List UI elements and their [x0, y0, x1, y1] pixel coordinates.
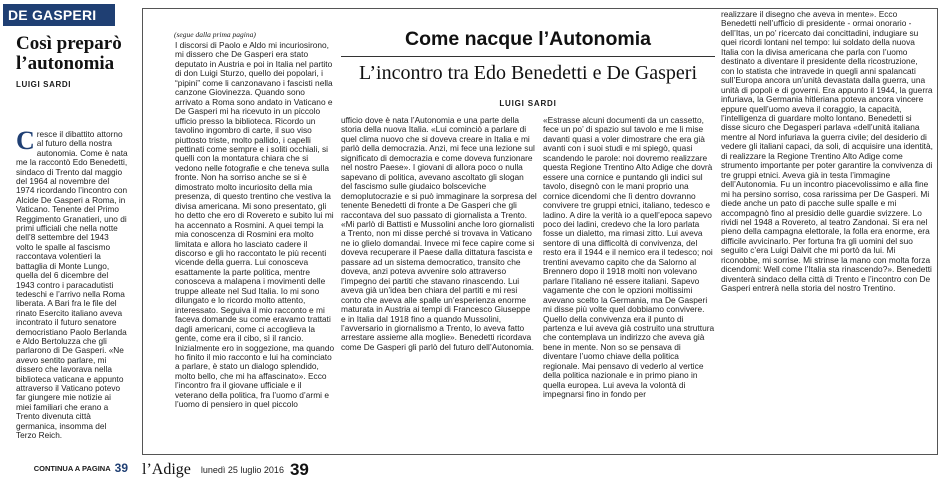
issue-date: lunedì 25 luglio 2016	[200, 465, 284, 475]
left-headline: Così preparò l’autonomia	[16, 33, 122, 74]
continue-page-number: 39	[114, 461, 128, 475]
masthead: l’Adige	[142, 461, 191, 478]
headline-rule	[341, 56, 715, 57]
article-column-3: «Estrasse alcuni documenti da un cassetto, fece un po’ di spazio sul tavolo e me li mise davanti quasi a voler dimostrare che era già avanti con i suoi studi e mi spiegò, quasi scandendo le parole: noi dovremo realizzare questa Regione Trentino Alto Adige che dovrà essere una cornice e puntando gli indici sul tavolo, disegnò con le mani proprio una cornice dicendomi che lì dentro dovranno convivere tre gruppi etnici, italiano, tedesco e ladino. A dire la verità io a quell’epoca sapevo poco dei ladini, credevo che la loro parlata fosse un dialetto, ma rimasi zitto. Lui aveva sentore di una difficoltà di convivenza, del resto era il 1944 e il nemico era il tedesco; noi trentini avevamo capito che da Salorno al Brennero dopo il 1918 molti non volevano parlare l’italiano né essere italiani. Sapevo vagamente che con le opzioni moltissimi avevano scelto la Germania, ma De Gasperi mi disse più volte quel dobbiamo convivere. Quello della convivenza era il punto di partenza e lui aveva già costruito una struttura che contemplava un indirizzo che aveva già bene in mente. Non so se pensava di diventare l’uomo chiave della politica regionale. Mai pensavo di vederlo al vertice della politica nazionale e in primo piano in quella europea. Lui aveva la volontà di impegnarsi fino in fondo per	[543, 116, 715, 400]
article-column-2: ufficio dove è nata l’Autonomia e una parte della storia della nuova Italia. «Lui cominciò a parlare di quel clima nuovo che si doveva creare in Italia e mi parlò della democrazia. Anzi, mi fece una lezione sul significato di democrazia e come doveva funzionare nel nostro Paese». I giovani di allora poco o nulla sapevano di politica, avevano ascoltato gli slogan del fascismo sulle giudaico bolsceviche demoplutocrazie e si può immaginare la sorpresa del tenente Benedetti di fronte a De Gasperi che gli raccontava del suo passato di giornalista a Trento. «Mi parlò di Battisti e Mussolini anche loro giornalisti a Trento, non mi disse perché si trovava in Vaticano ne io glielo domandai. Invece mi fece capire come si doveva recuperare il Paese dalla dittatura fascista e passare ad un sistema democratico, transito che doveva, anzi poteva avvenire solo attraverso l’impegno dei partiti che stavano rinascendo. Lui aveva già un’idea ben chiara del partiti e mi resi conto che aveva alle spalle un’esperienza enorme maturata in Austria ai tempi di Francesco Giuseppe e in Italia dal 1918 fino a quando Mussolini, l’avversario in giornalismo a Trento, lo aveva fatto arrestare assieme alla moglie». Benedetti ricordava come De Gasperi gli parlò del futuro dell’Autonomia.	[341, 116, 537, 352]
article-column-1: I discorsi di Paolo e Aldo mi incuriosirono, mi dissero che De Gasperi era stato deputato in Austria e poi in Italia nel partito di don Luigi Sturzo, quello dei popolari, i “pipini” come li canzonavano i fascisti nella canzone Giovinezza. Quando sono arrivato a Roma sono andato in Vaticano e De Gasperi mi ha ricevuto in un piccolo ufficio presso la biblioteca. Ricordo un tavolino ingombro di carte, il suo viso piuttosto triste, molto pallido, i capelli pettinati come sempre e i soliti occhiali, si quelli con la montatura chiara che si vedono nelle fotografie e che teneva sulla fronte. Non ha sorriso anche se si è dimostrato molto incuriosito della mia presenza, di questo trentino che vestiva la divisa americana. Mi sono presentato, gli ho detto che ero di Rovereto e subito lui mi ha accennato a Rosmini. A quei tempi la mia conoscenza di Rosmini era molto limitata e allora ho lasciato cadere il discorso e gli ho raccontato le più recenti vicende della guerra. Lui conosceva esattamente la parte politica, mentre conosceva a malapena i movimenti delle truppe alleate nel Sud Italia. Io mi sono dilungato e lo ricordo molto attento, interessato. Seguiva il mio racconto e mi faceva domande su come eravamo trattati dagli americani, come ci accoglieva la gente, come era il cibo, sì il rancio. Inizialmente ero in soggezione, ma quando ho finito il mio racconto e lui ha cominciato a parlare, è stato un dialogo splendido, molto bello, che mi ha affascinato». Ecco l’incontro fra il giovane ufficiale e il veterano della politica, fra l’uomo d’armi e l’uomo di pensiero in quel piccolo	[175, 41, 335, 410]
article-column-4: realizzare il disegno che aveva in mente». Ecco Benedetti nell’ufficio di presidente - ormai onorario - dell’Itas, un po’ ricercato dai concittadini, indugiare su quei ricordi lontani nel tempo: lui soldato della nuova Italia con la divisa americana che parla con l’uomo destinato a diventare il presidente della ricostruzione, con lo statista che intravede in quegli anni spalancati sull’Europa ancora un’unità devastata dalla guerra, una unità di popoli e di governi. Era appunto il 1944, la guerra infuriava, la Germania hitleriana poteva ancora vincere eppure quell’uomo aveva il coraggio, la capacità, l’intelligenza di guardare molto lontano. Benedetti si disse sicuro che Degasperi parlava «dell’unità italiana mentre al Nord infuriava la guerra civile; del desiderio di vedere gli italiani capaci, da soli, di acquisire una identità, di realizzare la Regione Trentino Alto Adige come strumento importante per poter garantire la convivenza di tre gruppi etnici. Aveva già in testa l’immagine dell’Autonomia. Fu un incontro piacevolissimo e alla fine mi ha persino sorriso, cosa rarissima per De Gasperi. Mi diede anche un pato di pacche sulle spalle e mi accompagnò fino al presidio delle guardie svizzere. Lo rividi nel 1948 a Rovereto, al teatro Zandonai. Si era nel pieno della campagna elettorale, la folla era enorme, era difficile avvicinarlo. Per fortuna fra gli uomini del suo seguito c’era Luigi Dalvit che mi portò da lui. Mi riconobbe, mi sorrise. Mi strinse la mano con molta forza dicendomi: Well come l’Italia sta rinascendo?». Benedetti diventerà sindaco della città di Trento e l’incontro con De Gasperi entrerà nella storia del nostro Trentino.	[721, 10, 933, 294]
article-headline: Come nacque l’Autonomia	[405, 28, 651, 50]
dropcap: C	[16, 126, 35, 155]
article-byline: LUIGI SARDI	[499, 99, 557, 108]
page-footer	[142, 459, 309, 481]
page-number: 39	[289, 460, 309, 479]
article-subheadline: L’incontro tra Edo Benedetti e De Gasperi	[358, 62, 698, 84]
continue-label: CONTINUA A PAGINA	[33, 463, 111, 473]
section-label: DE GASPERI	[8, 7, 97, 23]
article-kicker: (segue dalla prima pagina)	[174, 30, 256, 39]
banner-notch	[115, 4, 129, 26]
left-body	[16, 126, 128, 440]
left-column	[0, 0, 129, 482]
left-body-text: resce il dibattito attorno al futuro della nostra autonomia. Come è nata me la raccontò Edo Benedetti, sindaco di Trento dal maggio del 1964 al novembre del 1974 ricordando l’incontro con Alcide De Gasperi a Roma, in Vaticano. Tenente del Primo Reggimento Granatieri, uno di primi ufficiali che nella notte dell’8 settembre del 1943 volto le spalle al fascismo raccontava volentieri la battaglia di Monte Lungo, quella del 6 dicembre del 1943 contro i paracadutisti tedeschi e l’arrivo nella Roma liberata. A Bari fra le file del rinato Esercito italiano aveva incontrato il futuro senatore democristiano Paolo Berlanda e Aldo Bertoluzza che gli parlarono di De Gasperi. «Ne avevo sentito parlare, mi dissero che lavorava nella biblioteca vaticana e appunto attraverso il Vaticano potevo far giungere mie notizie ai miei familiari che erano a Trento divenuta città germanica, insomma del Terzo Reich.	[16, 129, 128, 440]
left-byline: LUIGI SARDI	[16, 80, 72, 89]
section-banner	[3, 4, 129, 26]
continue-link[interactable]	[4, 461, 128, 475]
